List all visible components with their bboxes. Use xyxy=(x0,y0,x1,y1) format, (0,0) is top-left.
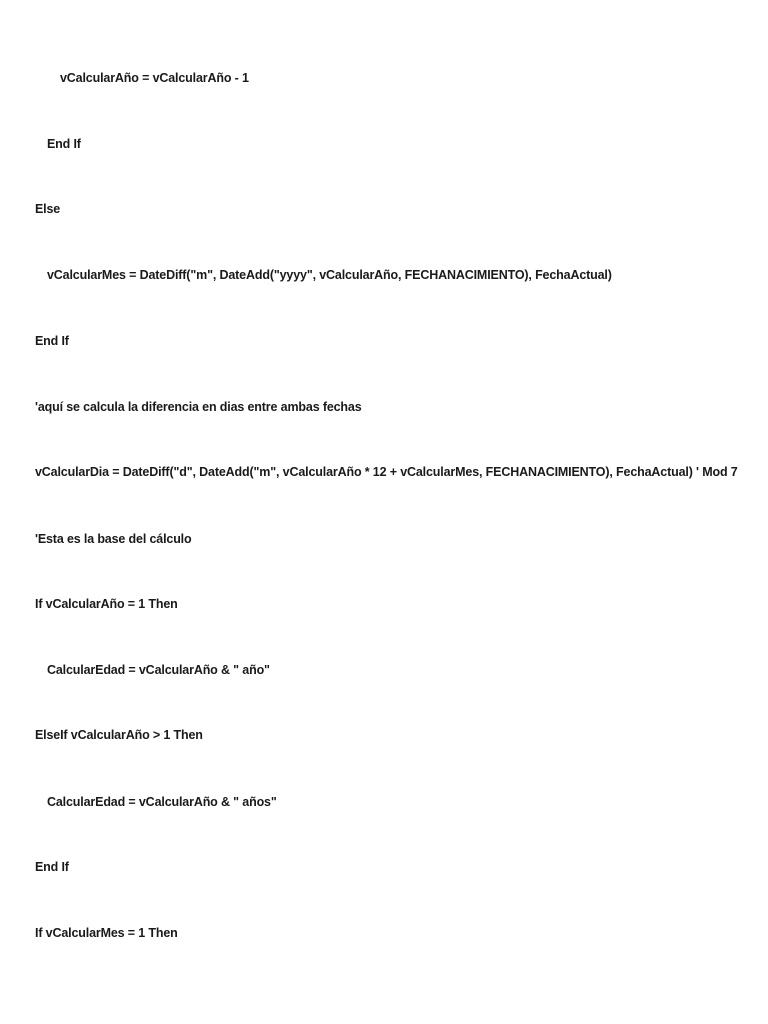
code-line: CalcularEdad = vCalcularAño & " años" xyxy=(47,795,277,809)
code-line: If vCalcularAño = 1 Then xyxy=(35,597,178,611)
code-comment-line: 'aquí se calcula la diferencia en dias entre ambas fechas xyxy=(35,400,362,414)
code-comment-line: 'Esta es la base del cálculo xyxy=(35,532,192,546)
code-line: vCalcularMes = DateDiff("m", DateAdd("yyyy", vCalcularAño, FECHANACIMIENTO), FechaActual) xyxy=(47,268,612,282)
code-line: vCalcularDia = DateDiff("d", DateAdd("m", vCalcularAño * 12 + vCalcularMes, FECHANACIMIENTO), FechaActual) ' Mod 7 xyxy=(35,465,738,479)
code-line: End If xyxy=(35,860,69,874)
code-line: ElseIf vCalcularAño > 1 Then xyxy=(35,728,203,742)
code-line: Else xyxy=(35,202,61,216)
code-line: CalcularEdad = vCalcularAño & " año" xyxy=(47,663,270,677)
code-line: End If xyxy=(35,334,69,348)
code-line: If vCalcularMes = 1 Then xyxy=(35,926,178,940)
code-line: vCalcularAño = vCalcularAño - 1 xyxy=(60,71,249,85)
code-line: End If xyxy=(47,137,81,151)
